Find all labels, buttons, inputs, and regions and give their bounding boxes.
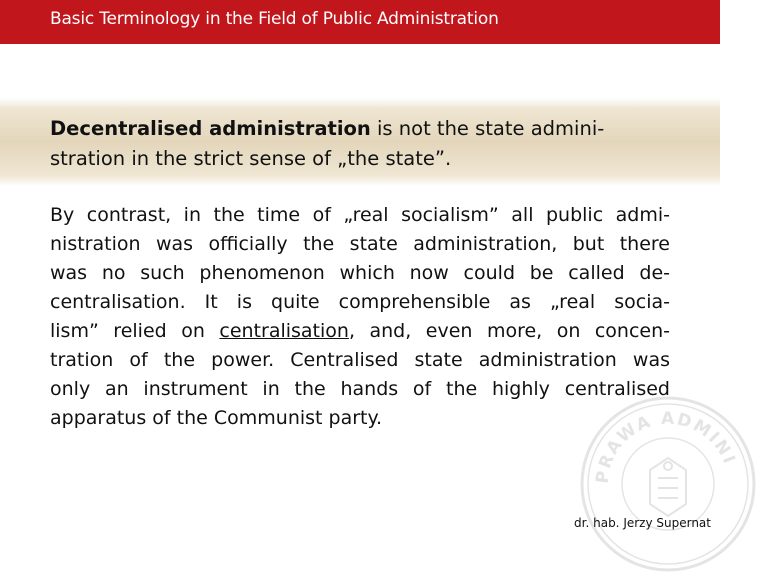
paragraph-text: , and, even more, on concen- [348,320,671,342]
paragraph-line: centralisation. It is quite comprehensible as „real socia- [50,291,670,313]
highlight-rest: is not the state admini- [370,117,605,140]
seal-text: PRAWA ADMINI [592,408,740,485]
author-credit: dr. hab. Jerzy Supernat [574,516,711,530]
slide-title: Basic Terminology in the Field of Public Administration [50,9,499,29]
paragraph-line: apparatus of the Communist party. [50,407,383,429]
body-paragraph [50,201,670,433]
highlight-statement [50,114,670,174]
header-bar [0,0,720,44]
paragraph-line: By contrast, in the time of „real socialism” all public admi- [50,204,670,226]
paragraph-line: only an instrument in the hands of the highly centralised [50,378,670,400]
university-seal-icon [578,392,758,572]
paragraph-line: was no such phenomenon which now could be called de- [50,262,670,284]
paragraph-line: nistration was officially the state administration, but there [50,233,670,255]
highlight-line-2: stration in the strict sense of „the state”. [50,147,452,170]
paragraph-text: lism” relied on [50,320,220,342]
paragraph-line [50,317,670,346]
underlined-term: centralisation [219,320,349,342]
paragraph-line: tration of the power. Centralised state administration was [50,349,670,371]
highlight-term: Decentralised administration [50,117,371,140]
